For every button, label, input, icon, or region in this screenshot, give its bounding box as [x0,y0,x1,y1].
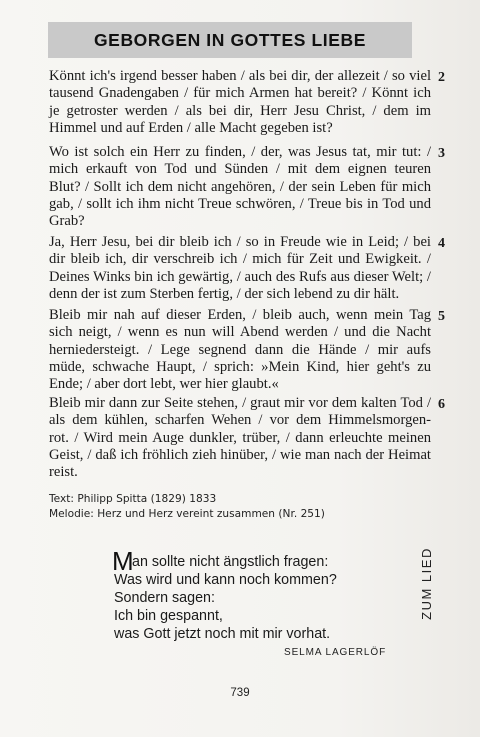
stanza-line: denn der ist zum Sterben fertig, / der sich lebend zu dir hält. [49,285,400,302]
stanza-line: Deines Winks bin ich gewärtig, / auch des Rufs aus dieser Welt; / [49,268,431,285]
stanza-line: herniedersteigt. / Lege segnend dann die Hände / mir aufs [49,341,431,358]
stanza-number: 6 [438,397,445,412]
stanza-line: dir bleib ich, dir verschreib ich / mich für Zeit und Ewigkeit. / [49,251,431,268]
stanza-line: Ende; / aber dort lebt, wer hier glaubt.« [49,376,279,393]
stanza-line: Wo ist solch ein Herr zu finden, / der, was Jesus tat, mir tut: / [49,144,431,160]
side-label-text: ZUM LIED [418,546,434,620]
stanza-line: Bleib mir dann zur Seite stehen, / graut mir vor dem kalten Tod / [49,395,431,411]
stanza-line: reist. [49,464,78,481]
quote-dropcap: M [112,546,134,576]
stanza-number: 3 [438,146,445,161]
stanza-text [49,68,431,137]
stanza-number: 4 [438,236,445,251]
stanza-line: Blut? / Sollt ich dem nicht angehören, / der sein Leben für mich [49,178,431,195]
page-number: 739 [230,687,250,699]
quote-line: Was wird und kann noch kommen? [114,572,337,588]
stanza-line: Ja, Herr Jesu, bei dir bleib ich / so in Freude wie in Leid; / bei [49,234,431,250]
quote-author: SELMA LAGERLÖF [284,647,387,658]
stanza-line: Grab? [49,213,85,230]
stanza-text [49,144,431,230]
text-credit: Text: Philipp Spitta (1829) 1833 [49,493,217,505]
stanza-line: rot. / Wird mein Auge dunkler, trüber, / dann erleuchte meinen [49,429,431,446]
quote-line: was Gott jetzt noch mit mir vorhat. [114,626,331,642]
stanza-line: als dem kühlen, scharfen Wehen / vor dem Himmelsmorgen- [49,412,431,429]
quote-line: Ich bin gespannt, [114,608,223,624]
quote-line: Sondern sagen: [114,590,215,606]
stanza-text [49,395,431,481]
stanza-line: müde, schwache Haupt, / sprich: »Mein Kind, hier geht's zu [49,358,431,375]
stanza-line: je getroster werden / als bei dir, Herr Jesu Christ, / dem im [49,102,431,119]
hymn-credits [49,492,429,521]
stanza-text [49,234,431,303]
stanza-line: Bleib mir nah auf dieser Erden, / bleib auch, wenn mein Tag [49,307,431,323]
section-title: GEBORGEN IN GOTTES LIEBE [93,29,367,50]
stanza-line: Himmel und auf Erden / alle Macht gegeben ist? [49,119,333,136]
stanza-line: gab, / sollt ich ihm nicht Treue schwören, / Treue bis in Tod und [49,195,431,212]
quote-line: an sollte nicht ängstlich fragen: [132,554,329,570]
stanza-line: sich neigt, / wenn es nun will Abend werden / und die Nacht [49,324,431,341]
stanza-number: 5 [438,309,445,324]
stanza-line: tausend Gnadengaben / für mich Armen hat bereit? / Könnt ich [49,85,431,102]
stanza-line: mich erkauft von Tod und Sünden / mit dem eignen teuren [49,161,431,178]
stanza-line: Geist, / daß ich fröhlich zieh hinüber, / wie man nach der Heimat [49,446,431,463]
quote-block [114,553,414,643]
stanza-text [49,307,431,393]
melody-credit: Melodie: Herz und Herz vereint zusammen (Nr. 251) [49,507,325,520]
side-label [404,548,448,618]
stanza-number: 2 [438,70,445,85]
stanza-line: Könnt ich's irgend besser haben / als bei dir, der allezeit / so viel [49,68,431,84]
